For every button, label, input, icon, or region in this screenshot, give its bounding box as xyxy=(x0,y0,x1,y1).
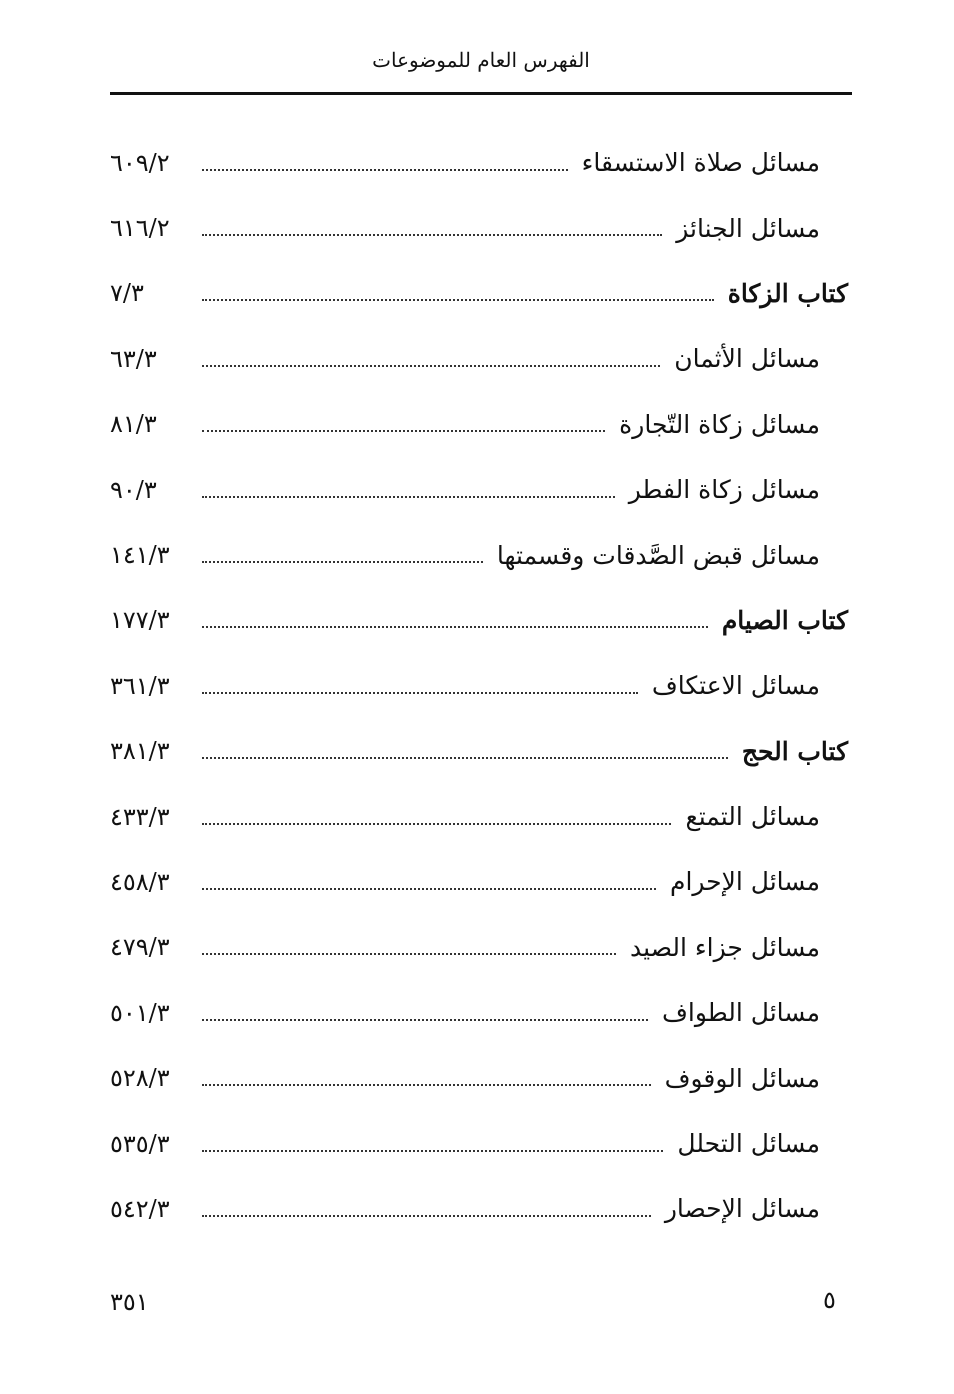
dot-leader xyxy=(202,234,662,236)
volume-number: ٣ xyxy=(130,279,144,308)
dot-leader xyxy=(202,299,714,301)
page-reference: ٤٣٣ xyxy=(110,802,149,831)
volume-number: ٣ xyxy=(156,606,170,635)
toc-entry xyxy=(110,653,852,718)
page-reference: ١٤١ xyxy=(110,541,149,570)
page-reference: ٥٢٨ xyxy=(110,1064,149,1093)
toc-book-heading xyxy=(110,588,852,653)
volume-page-reference xyxy=(110,149,192,177)
volume-number: ٣ xyxy=(156,1194,170,1223)
dot-leader xyxy=(202,823,671,825)
volume-page-reference xyxy=(110,214,192,242)
toc-entry xyxy=(110,522,852,587)
toc-entry xyxy=(110,915,852,980)
entry-title: مسائل جزاء الصيد xyxy=(630,932,820,962)
entry-title: مسائل الإحصار xyxy=(664,1194,820,1224)
volume-page-reference xyxy=(110,345,192,373)
dot-leader xyxy=(202,757,728,759)
entry-title: مسائل الإحرام xyxy=(669,867,820,897)
reference-separator: / xyxy=(148,998,157,1027)
table-of-contents xyxy=(110,130,852,1242)
dot-leader xyxy=(202,430,605,432)
entry-title: مسائل التحلل xyxy=(677,1129,820,1159)
volume-number: ٣ xyxy=(156,1064,170,1093)
entry-title: كتاب الصيام xyxy=(721,605,848,635)
volume-number: ٣ xyxy=(143,475,157,504)
toc-entry xyxy=(110,849,852,914)
volume-page-reference xyxy=(110,868,192,896)
toc-entry xyxy=(110,784,852,849)
running-title: الفهرس العام للموضوعات xyxy=(372,48,590,72)
volume-number: ٣ xyxy=(156,933,170,962)
page-reference: ٥٠١ xyxy=(110,998,149,1027)
reference-separator: / xyxy=(148,214,157,243)
reference-separator: / xyxy=(148,148,157,177)
entry-title: كتاب الحج xyxy=(741,736,848,766)
volume-page-reference xyxy=(110,1064,192,1092)
page-reference: ٦٣ xyxy=(110,344,136,373)
volume-number: ٣ xyxy=(156,998,170,1027)
header-rule xyxy=(110,92,852,95)
volume-page-reference xyxy=(110,803,192,831)
page-reference: ٦١٦ xyxy=(110,214,149,243)
reference-separator: / xyxy=(148,541,157,570)
volume-number: ٢ xyxy=(156,214,170,243)
page-reference: ٦٠٩ xyxy=(110,148,149,177)
entry-title: مسائل الطواف xyxy=(662,998,820,1028)
dot-leader xyxy=(202,1215,651,1217)
page-reference: ٥٣٥ xyxy=(110,1129,149,1158)
reference-separator: / xyxy=(148,933,157,962)
signature-mark: ٥ xyxy=(823,1286,836,1314)
volume-number: ٣ xyxy=(143,344,157,373)
dot-leader xyxy=(202,692,638,694)
reference-separator: / xyxy=(148,671,157,700)
volume-page-reference xyxy=(110,1195,192,1223)
volume-number: ٣ xyxy=(156,867,170,896)
entry-title: كتاب الزكاة xyxy=(727,278,848,308)
reference-separator: / xyxy=(122,279,131,308)
entry-title: مسائل الاعتكاف xyxy=(651,671,820,701)
volume-page-reference xyxy=(110,279,192,307)
volume-page-reference xyxy=(110,1130,192,1158)
page-reference: ١٧٧ xyxy=(110,606,149,635)
reference-separator: / xyxy=(148,606,157,635)
page-reference: ٧ xyxy=(110,279,123,308)
volume-page-reference xyxy=(110,999,192,1027)
toc-entry xyxy=(110,980,852,1045)
dot-leader xyxy=(202,561,483,563)
volume-page-reference xyxy=(110,672,192,700)
toc-entry xyxy=(110,130,852,195)
dot-leader xyxy=(202,1019,648,1021)
page-reference: ٤٧٩ xyxy=(110,933,149,962)
dot-leader xyxy=(202,169,568,171)
reference-separator: / xyxy=(148,802,157,831)
dot-leader xyxy=(202,953,616,955)
page-reference: ٣٨١ xyxy=(110,737,149,766)
volume-number: ٢ xyxy=(156,148,170,177)
volume-number: ٣ xyxy=(156,671,170,700)
reference-separator: / xyxy=(148,867,157,896)
volume-page-reference xyxy=(110,410,192,438)
volume-number: ٣ xyxy=(143,410,157,439)
page-reference: ٩٠ xyxy=(110,475,136,504)
toc-entry xyxy=(110,1111,852,1176)
toc-book-heading xyxy=(110,261,852,326)
volume-page-reference xyxy=(110,606,192,634)
volume-number: ٣ xyxy=(156,802,170,831)
toc-entry xyxy=(110,1176,852,1241)
entry-title: مسائل الجنائز xyxy=(676,213,820,243)
toc-entry xyxy=(110,1045,852,1110)
reference-separator: / xyxy=(148,1064,157,1093)
page-reference: ٣٦١ xyxy=(110,671,149,700)
entry-title: مسائل زكاة التّجارة xyxy=(619,409,820,439)
reference-separator: / xyxy=(135,410,144,439)
entry-title: مسائل الأثمان xyxy=(674,344,820,374)
entry-title: مسائل قبض الصَّدقات وقسمتها xyxy=(496,540,820,570)
toc-entry xyxy=(110,392,852,457)
entry-title: مسائل التمتع xyxy=(685,802,820,832)
toc-entry xyxy=(110,326,852,391)
entry-title: مسائل زكاة الفطر xyxy=(628,475,820,505)
dot-leader xyxy=(202,1084,651,1086)
volume-page-reference xyxy=(110,933,192,961)
page-reference: ٤٥٨ xyxy=(110,867,149,896)
page-number: ٣٥١ xyxy=(110,1288,149,1316)
reference-separator: / xyxy=(148,737,157,766)
reference-separator: / xyxy=(148,1194,157,1223)
dot-leader xyxy=(202,496,615,498)
page-reference: ٥٤٢ xyxy=(110,1194,149,1223)
volume-number: ٣ xyxy=(156,737,170,766)
toc-entry xyxy=(110,457,852,522)
volume-page-reference xyxy=(110,541,192,569)
reference-separator: / xyxy=(135,475,144,504)
toc-book-heading xyxy=(110,719,852,784)
dot-leader xyxy=(202,626,708,628)
reference-separator: / xyxy=(135,344,144,373)
volume-page-reference xyxy=(110,737,192,765)
volume-page-reference xyxy=(110,476,192,504)
dot-leader xyxy=(202,888,656,890)
reference-separator: / xyxy=(148,1129,157,1158)
entry-title: مسائل صلاة الاستسقاء xyxy=(581,148,820,178)
page-reference: ٨١ xyxy=(110,410,136,439)
dot-leader xyxy=(202,1150,663,1152)
volume-number: ٣ xyxy=(156,541,170,570)
volume-number: ٣ xyxy=(156,1129,170,1158)
entry-title: مسائل الوقوف xyxy=(664,1063,820,1093)
toc-entry xyxy=(110,195,852,260)
dot-leader xyxy=(202,365,660,367)
